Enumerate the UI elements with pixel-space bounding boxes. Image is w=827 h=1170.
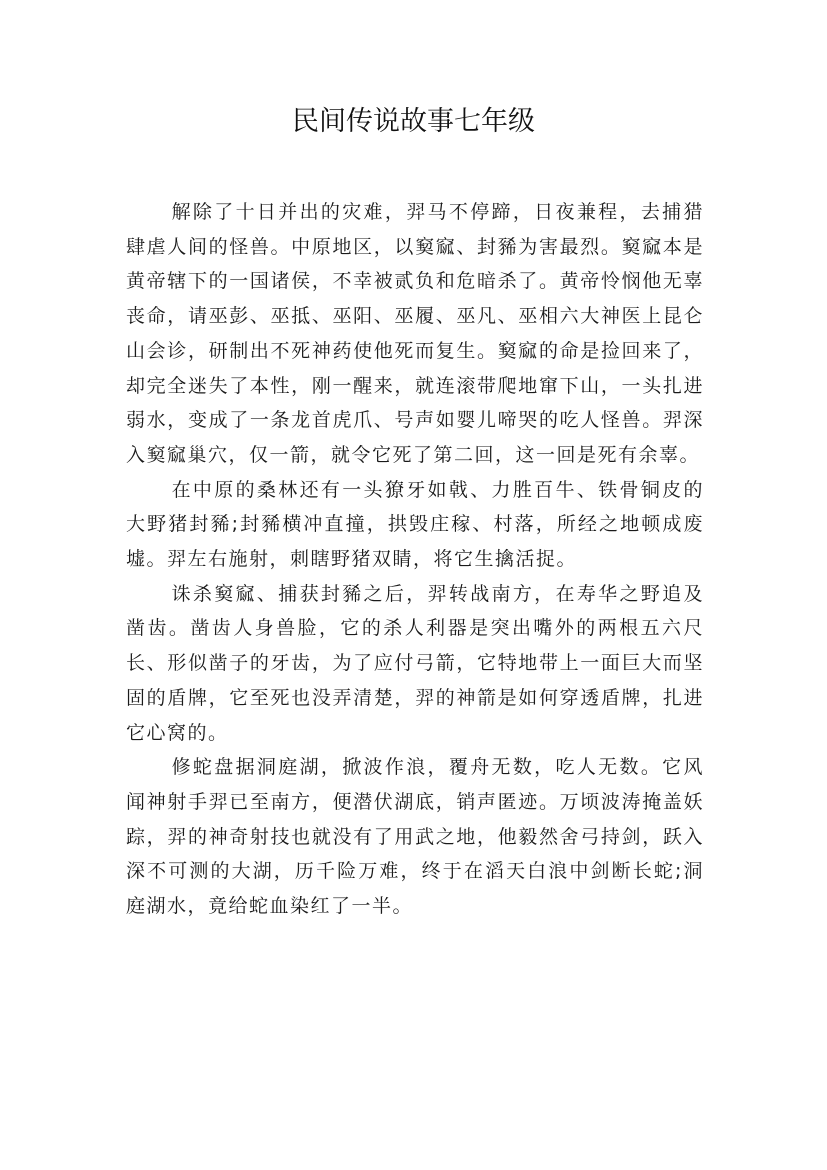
document-title: 民间传说故事七年级 bbox=[292, 106, 535, 137]
paragraph: 修蛇盘据洞庭湖，掀波作浪，覆舟无数，吃人无数。它风闻神射手羿已至南方，便潜伏湖底，销声匿迹。万顷波涛掩盖妖踪，羿的神奇射技也就没有了用武之地，他毅然舍弓持剑，跃入深不可测的大湖，历千险万难，终于在滔天白浪中剑断长蛇;洞庭湖水，竟给蛇血染红了一半。 bbox=[126, 756, 704, 918]
document-body bbox=[126, 195, 704, 924]
paragraph: 在中原的桑林还有一头獠牙如戟、力胜百牛、铁骨铜皮的大野猪封豨;封豨横冲直撞，拱毁庄稼、村落，所经之地顿成废墟。羿左右施射，刺瞎野猪双睛，将它生擒活捉。 bbox=[126, 478, 704, 571]
paragraph: 诛杀窫窳、捕获封豨之后，羿转战南方，在寿华之野追及凿齿。凿齿人身兽脸，它的杀人利器是突出嘴外的两根五六尺长、形似凿子的牙齿，为了应付弓箭，它特地带上一面巨大而坚固的盾牌，它至死也没弄清楚，羿的神箭是如何穿透盾牌，扎进它心窝的。 bbox=[126, 582, 704, 744]
paragraph: 解除了十日并出的灾难，羿马不停蹄，日夜兼程，去捕猎肆虐人间的怪兽。中原地区，以窫窳、封豨为害最烈。窫窳本是黄帝辖下的一国诸侯，不幸被贰负和危暗杀了。黄帝怜悯他无辜丧命，请巫彭、巫抵、巫阳、巫履、巫凡、巫相六大神医上昆仑山会诊，研制出不死神药使他死而复生。窫窳的命是捡回来了，却完全迷失了本性，刚一醒来，就连滚带爬地窜下山，一头扎进弱水，变成了一条龙首虎爪、号声如婴儿啼哭的吃人怪兽。羿深入窫窳巢穴，仅一箭，就令它死了第二回，这一回是死有余辜。 bbox=[126, 201, 704, 466]
